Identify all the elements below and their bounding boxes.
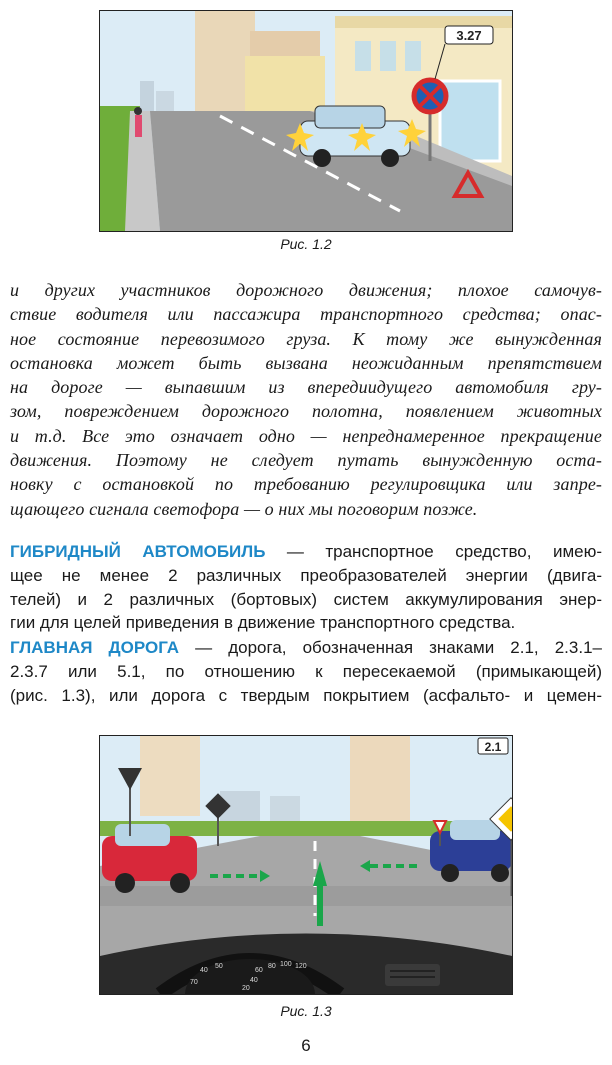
text-line: ное состояние перевозимого груза. К тому же вынужденная xyxy=(10,328,602,349)
text-line: (рис. 1.3), или дорога с твердым покрытием (асфальто- и цемен- xyxy=(10,685,602,705)
text-line: щающего сигнала светофора — о них мы поговорим позже. xyxy=(10,498,478,519)
definition-main-road xyxy=(10,636,602,707)
speedo-number: 40 xyxy=(200,967,208,974)
text-line: и других участников дорожного движения; плохое самочув- xyxy=(10,280,602,300)
speedo-number: 60 xyxy=(255,967,263,974)
page-number: 6 xyxy=(301,1036,311,1055)
speedo-number: 20 xyxy=(242,985,250,992)
text-line: движения. Поэтому не следует путать вынужденную оста- xyxy=(10,450,602,471)
building xyxy=(350,736,410,821)
text-line: и т.д. Все это означает одно — непреднамеренное прекращение xyxy=(10,425,602,446)
building xyxy=(140,736,200,816)
text-line: зом, повреждением дорожного полотна, появлением животных xyxy=(10,401,602,422)
text-line: гии для целей приведения в движение транспортного средства. xyxy=(10,613,516,633)
figure-1-3-illustration xyxy=(99,735,513,995)
text-line: новку с остановкой по требованию регулировщика или запре- xyxy=(10,474,602,495)
italic-paragraph xyxy=(10,278,602,521)
speedo-number: 50 xyxy=(215,963,223,970)
speedo-number: 40 xyxy=(250,977,258,984)
text-line: ствие водителя или пассажира транспортного средства; опас- xyxy=(10,304,602,325)
speedo-number: 80 xyxy=(268,963,276,970)
figure-1-2-illustration xyxy=(99,10,513,232)
text-line: ГИБРИДНЫЙ АВТОМОБИЛЬ — транспортное средство, имею- xyxy=(10,542,603,561)
speedo-number: 120 xyxy=(295,963,307,970)
speedo-number: 100 xyxy=(280,961,292,968)
text-line: 2.3.7 или 5.1, по отношению к пересекаемой (примыкающей) xyxy=(10,661,602,681)
text-line: на дороге — выпавшим из впередиидущего автомобиля гру- xyxy=(10,377,602,398)
speedo-number: 70 xyxy=(190,979,198,986)
text-line: ГЛАВНАЯ ДОРОГА — дорога, обозначенная знаками 2.1, 2.3.1– xyxy=(10,638,602,657)
figure-1-3-caption: Рис. 1.3 xyxy=(280,1003,332,1019)
figure-1-2-caption: Рис. 1.2 xyxy=(280,236,332,252)
sign-label-2-1: 2.1 xyxy=(484,740,502,754)
term-hybrid-vehicle: ГИБРИДНЫЙ АВТОМОБИЛЬ xyxy=(10,542,266,561)
sign-label-3-27: 3.27 xyxy=(456,28,482,43)
text-line: остановка может быть вызвана неожиданным препятствием xyxy=(10,352,602,373)
forced-stop-scene xyxy=(100,11,512,231)
term-main-road: ГЛАВНАЯ ДОРОГА xyxy=(10,638,180,657)
text-line: щее не менее 2 различных преобразователей энергии (двига- xyxy=(10,565,602,585)
text-line: телей) и 2 различных (бортовых) систем аккумулирования энер- xyxy=(10,589,602,609)
definition-hybrid-vehicle xyxy=(10,540,602,635)
intersection-scene xyxy=(100,736,512,994)
